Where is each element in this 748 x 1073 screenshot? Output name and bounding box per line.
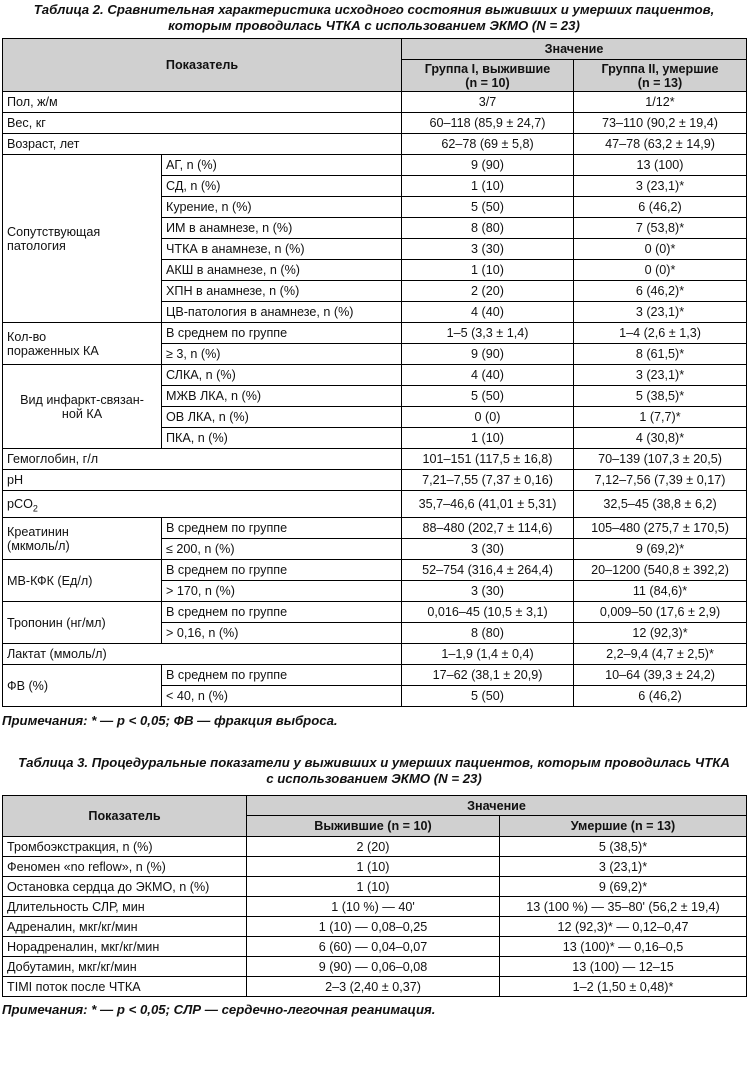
table-row bbox=[3, 837, 747, 857]
infarct-ka-label-line2: ной КА bbox=[61, 406, 103, 421]
row-label: Курение, n (%) bbox=[162, 197, 402, 218]
row-g1: 5 (50) bbox=[402, 686, 574, 707]
row-g1: 1–5 (3,3 ± 1,4) bbox=[402, 323, 574, 344]
table3-note: Примечания: * — p < 0,05; СЛР — сердечно-легочная реанимация. bbox=[2, 1002, 436, 1017]
row-g2: 7,12–7,56 (7,39 ± 0,17) bbox=[574, 470, 747, 491]
table2-header-indicator: Показатель bbox=[3, 39, 402, 92]
row-g2: 13 (100)* — 0,16–0,5 bbox=[500, 937, 747, 957]
row-g1: 1 (10) bbox=[247, 857, 500, 877]
comorbidity-group-label bbox=[3, 155, 162, 323]
table-row bbox=[3, 602, 747, 623]
table2-note: Примечания: * — p < 0,05; ФВ — фракция выброса. bbox=[2, 713, 338, 728]
comorbidity-label-line1: Сопутствующая bbox=[7, 224, 101, 239]
row-label: АКШ в анамнезе, n (%) bbox=[162, 260, 402, 281]
creatinine-group-label bbox=[3, 518, 162, 560]
row-g1: 8 (80) bbox=[402, 623, 574, 644]
row-g2: 3 (23,1)* bbox=[500, 857, 747, 877]
table3-header-group2: Умершие (n = 13) bbox=[500, 816, 747, 837]
table-row bbox=[3, 323, 747, 344]
row-label: В среднем по группе bbox=[162, 560, 402, 581]
pco2-label-subscript: 2 bbox=[32, 503, 38, 514]
row-label: Остановка сердца до ЭКМО, n (%) bbox=[3, 877, 247, 897]
table-row bbox=[3, 518, 747, 539]
row-label: Пол, ж/м bbox=[3, 92, 402, 113]
row-g2: 13 (100 %) — 35–80' (56,2 ± 19,4) bbox=[500, 897, 747, 917]
row-g2: 13 (100) — 12–15 bbox=[500, 957, 747, 977]
table2-caption bbox=[0, 0, 748, 34]
row-g1: 101–151 (117,5 ± 16,8) bbox=[402, 449, 574, 470]
comorbidity-label-line2: патология bbox=[7, 238, 66, 253]
ef-group-label: ФВ (%) bbox=[3, 665, 162, 707]
table3-caption-line2: с использованием ЭКМО (N = 23) bbox=[266, 771, 482, 786]
row-label: ЦВ-патология в анамнезе, n (%) bbox=[162, 302, 402, 323]
creatinine-label-line2: (мкмоль/л) bbox=[7, 538, 70, 553]
table2-header-value: Значение bbox=[402, 39, 747, 60]
row-g2: 0 (0)* bbox=[574, 260, 747, 281]
table3-header-indicator: Показатель bbox=[3, 796, 247, 837]
row-label: В среднем по группе bbox=[162, 518, 402, 539]
row-g1: 9 (90) bbox=[402, 155, 574, 176]
table-row bbox=[3, 665, 747, 686]
row-g1: 62–78 (69 ± 5,8) bbox=[402, 134, 574, 155]
table-row bbox=[3, 957, 747, 977]
row-g1: 1 (10) bbox=[402, 428, 574, 449]
table-row bbox=[3, 857, 747, 877]
pco2-label: pCO bbox=[7, 497, 33, 511]
row-g2: 0 (0)* bbox=[574, 239, 747, 260]
row-label-pco2 bbox=[3, 491, 402, 518]
table-row bbox=[3, 113, 747, 134]
troponin-group-label: Тропонин (нг/мл) bbox=[3, 602, 162, 644]
row-g2: 5 (38,5)* bbox=[574, 386, 747, 407]
row-label: СД, n (%) bbox=[162, 176, 402, 197]
row-g1: 35,7–46,6 (41,01 ± 5,31) bbox=[402, 491, 574, 518]
row-g2: 9 (69,2)* bbox=[574, 539, 747, 560]
row-g2: 47–78 (63,2 ± 14,9) bbox=[574, 134, 747, 155]
row-g2: 9 (69,2)* bbox=[500, 877, 747, 897]
row-g1: 8 (80) bbox=[402, 218, 574, 239]
table3-caption bbox=[0, 755, 748, 787]
row-g2: 11 (84,6)* bbox=[574, 581, 747, 602]
row-g1: 1 (10 %) — 40' bbox=[247, 897, 500, 917]
row-g1: 52–754 (316,4 ± 264,4) bbox=[402, 560, 574, 581]
row-label: TIMI поток после ЧТКА bbox=[3, 977, 247, 997]
row-label: СЛКА, n (%) bbox=[162, 365, 402, 386]
row-g2: 6 (46,2) bbox=[574, 197, 747, 218]
row-g2: 3 (23,1)* bbox=[574, 365, 747, 386]
row-g1: 5 (50) bbox=[402, 197, 574, 218]
row-label: Адреналин, мкг/кг/мин bbox=[3, 917, 247, 937]
row-g2: 12 (92,3)* bbox=[574, 623, 747, 644]
row-g1: 6 (60) — 0,04–0,07 bbox=[247, 937, 500, 957]
row-label: МЖВ ЛКА, n (%) bbox=[162, 386, 402, 407]
row-label: ПКА, n (%) bbox=[162, 428, 402, 449]
table2-header-group1-line1: Группа I, выжившие bbox=[424, 61, 551, 76]
row-label: < 40, n (%) bbox=[162, 686, 402, 707]
affected-ka-label-line2: пораженных КА bbox=[7, 343, 99, 358]
row-label: ≤ 200, n (%) bbox=[162, 539, 402, 560]
row-label: Гемоглобин, г/л bbox=[3, 449, 402, 470]
infarct-ka-group-label bbox=[3, 365, 162, 449]
row-g1: 3 (30) bbox=[402, 239, 574, 260]
row-g2: 1 (7,7)* bbox=[574, 407, 747, 428]
row-label: В среднем по группе bbox=[162, 602, 402, 623]
table3 bbox=[2, 795, 747, 997]
row-g2: 4 (30,8)* bbox=[574, 428, 747, 449]
row-g2: 3 (23,1)* bbox=[574, 302, 747, 323]
row-label: ЧТКА в анамнезе, n (%) bbox=[162, 239, 402, 260]
row-g2: 8 (61,5)* bbox=[574, 344, 747, 365]
row-g2: 0,009–50 (17,6 ± 2,9) bbox=[574, 602, 747, 623]
row-g1: 1 (10) — 0,08–0,25 bbox=[247, 917, 500, 937]
row-label: ИМ в анамнезе, n (%) bbox=[162, 218, 402, 239]
row-g2: 32,5–45 (38,8 ± 6,2) bbox=[574, 491, 747, 518]
table-row bbox=[3, 491, 747, 518]
row-g1: 9 (90) — 0,06–0,08 bbox=[247, 957, 500, 977]
row-g2: 3 (23,1)* bbox=[574, 176, 747, 197]
row-g2: 6 (46,2)* bbox=[574, 281, 747, 302]
row-label: АГ, n (%) bbox=[162, 155, 402, 176]
table-row bbox=[3, 470, 747, 491]
row-label: ОВ ЛКА, n (%) bbox=[162, 407, 402, 428]
row-g2: 7 (53,8)* bbox=[574, 218, 747, 239]
row-g2: 6 (46,2) bbox=[574, 686, 747, 707]
row-label: В среднем по группе bbox=[162, 665, 402, 686]
table2-header-group1-line2: (n = 10) bbox=[465, 75, 510, 90]
table-row bbox=[3, 977, 747, 997]
row-g2: 5 (38,5)* bbox=[500, 837, 747, 857]
row-label: Длительность СЛР, мин bbox=[3, 897, 247, 917]
row-g1: 0,016–45 (10,5 ± 3,1) bbox=[402, 602, 574, 623]
table2-header-group2-line1: Группа II, умершие bbox=[601, 61, 719, 76]
row-g2: 70–139 (107,3 ± 20,5) bbox=[574, 449, 747, 470]
row-g1: 88–480 (202,7 ± 114,6) bbox=[402, 518, 574, 539]
row-label: Норадреналин, мкг/кг/мин bbox=[3, 937, 247, 957]
row-g2: 105–480 (275,7 ± 170,5) bbox=[574, 518, 747, 539]
row-g1: 1 (10) bbox=[402, 176, 574, 197]
table2-header-group2 bbox=[574, 60, 747, 92]
row-g1: 3 (30) bbox=[402, 539, 574, 560]
table-row bbox=[3, 917, 747, 937]
table3-header-value: Значение bbox=[247, 796, 747, 816]
row-g1: 1 (10) bbox=[247, 877, 500, 897]
row-label: Лактат (ммоль/л) bbox=[3, 644, 402, 665]
row-g1: 2–3 (2,40 ± 0,37) bbox=[247, 977, 500, 997]
table-row bbox=[3, 897, 747, 917]
row-g1: 2 (20) bbox=[402, 281, 574, 302]
row-label: Добутамин, мкг/кг/мин bbox=[3, 957, 247, 977]
row-g2: 2,2–9,4 (4,7 ± 2,5)* bbox=[574, 644, 747, 665]
row-g2: 20–1200 (540,8 ± 392,2) bbox=[574, 560, 747, 581]
table-row bbox=[3, 155, 747, 176]
row-label: Возраст, лет bbox=[3, 134, 402, 155]
row-g2: 1–2 (1,50 ± 0,48)* bbox=[500, 977, 747, 997]
table3-header-group1: Выжившие (n = 10) bbox=[247, 816, 500, 837]
table-row bbox=[3, 877, 747, 897]
creatinine-label-line1: Креатинин bbox=[7, 524, 69, 539]
table-row bbox=[3, 449, 747, 470]
infarct-ka-label-line1: Вид инфаркт-связан- bbox=[20, 392, 144, 407]
row-label: > 0,16, n (%) bbox=[162, 623, 402, 644]
row-g1: 4 (40) bbox=[402, 365, 574, 386]
row-label: > 170, n (%) bbox=[162, 581, 402, 602]
row-g1: 9 (90) bbox=[402, 344, 574, 365]
table2 bbox=[2, 38, 747, 707]
table2-header-group1 bbox=[402, 60, 574, 92]
affected-ka-group-label bbox=[3, 323, 162, 365]
table-row bbox=[3, 134, 747, 155]
row-label: ≥ 3, n (%) bbox=[162, 344, 402, 365]
row-g1: 3/7 bbox=[402, 92, 574, 113]
mbcpk-group-label: МВ-КФК (Ед/л) bbox=[3, 560, 162, 602]
table-row bbox=[3, 937, 747, 957]
row-g2: 73–110 (90,2 ± 19,4) bbox=[574, 113, 747, 134]
row-label: pH bbox=[3, 470, 402, 491]
row-label: В среднем по группе bbox=[162, 323, 402, 344]
row-g1: 7,21–7,55 (7,37 ± 0,16) bbox=[402, 470, 574, 491]
table-row bbox=[3, 644, 747, 665]
row-g2: 12 (92,3)* — 0,12–0,47 bbox=[500, 917, 747, 937]
row-label: ХПН в анамнезе, n (%) bbox=[162, 281, 402, 302]
table-row bbox=[3, 92, 747, 113]
row-g1: 1–1,9 (1,4 ± 0,4) bbox=[402, 644, 574, 665]
table2-caption-line1: Таблица 2. Сравнительная характеристика исходного состояния выживших и умерших пациентов, bbox=[33, 2, 715, 17]
affected-ka-label-line1: Кол-во bbox=[7, 329, 47, 344]
row-g2: 10–64 (39,3 ± 24,2) bbox=[574, 665, 747, 686]
table-row bbox=[3, 560, 747, 581]
row-g1: 60–118 (85,9 ± 24,7) bbox=[402, 113, 574, 134]
row-g2: 13 (100) bbox=[574, 155, 747, 176]
row-g2: 1–4 (2,6 ± 1,3) bbox=[574, 323, 747, 344]
row-label: Вес, кг bbox=[3, 113, 402, 134]
row-g1: 4 (40) bbox=[402, 302, 574, 323]
row-g1: 17–62 (38,1 ± 20,9) bbox=[402, 665, 574, 686]
row-g1: 0 (0) bbox=[402, 407, 574, 428]
row-label: Тромбоэкстракция, n (%) bbox=[3, 837, 247, 857]
row-label: Феномен «no reflow», n (%) bbox=[3, 857, 247, 877]
row-g1: 3 (30) bbox=[402, 581, 574, 602]
row-g1: 2 (20) bbox=[247, 837, 500, 857]
row-g1: 1 (10) bbox=[402, 260, 574, 281]
row-g1: 5 (50) bbox=[402, 386, 574, 407]
row-g2: 1/12* bbox=[574, 92, 747, 113]
table-row bbox=[3, 365, 747, 386]
table2-header-group2-line2: (n = 13) bbox=[637, 75, 683, 90]
table2-caption-line2: которым проводилась ЧТКА с использованием ЭКМО (N = 23) bbox=[168, 18, 580, 33]
table3-caption-line1: Таблица 3. Процедуральные показатели у выживших и умерших пациентов, которым проводилась ЧТКА bbox=[18, 755, 730, 770]
